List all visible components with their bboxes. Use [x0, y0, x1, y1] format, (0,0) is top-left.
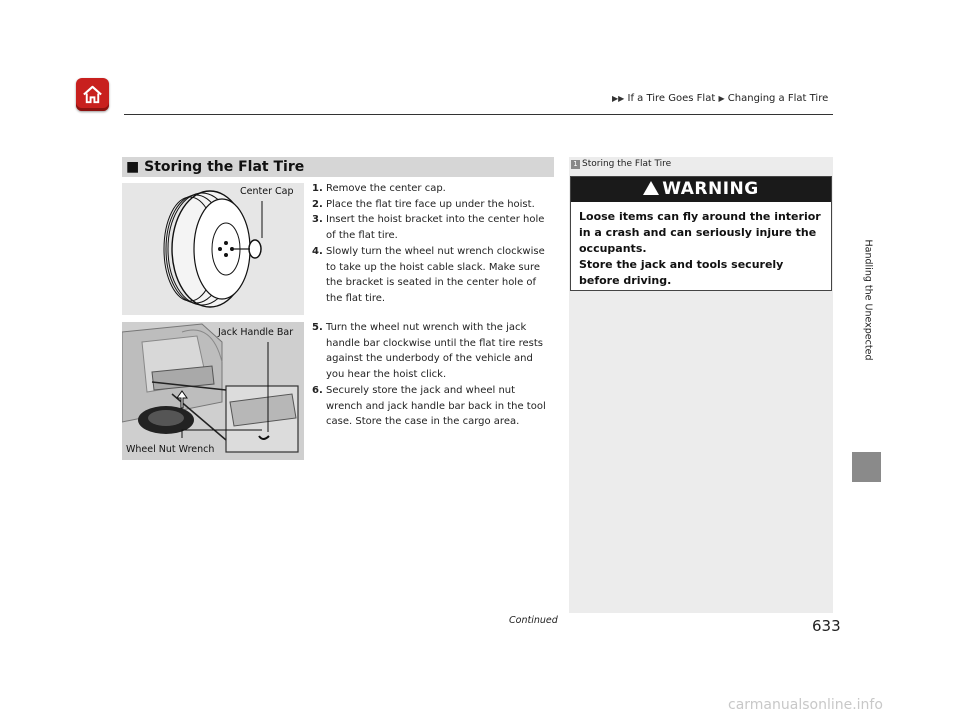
watermark-text: carmanualsonline.info — [728, 697, 883, 713]
breadcrumb-link-flat-tire[interactable]: If a Tire Goes Flat — [627, 93, 716, 104]
home-icon — [81, 83, 104, 106]
panel-ref-text: Storing the Flat Tire — [582, 159, 672, 169]
warning-box — [570, 176, 832, 291]
panel-ref-title[interactable] — [571, 159, 671, 169]
breadcrumb-current: Changing a Flat Tire — [727, 93, 829, 104]
step-item — [312, 383, 554, 430]
warning-text-2: Store the jack and tools securely before driving. — [579, 258, 784, 287]
callout-jack-handle-bar: Jack Handle Bar — [218, 327, 294, 338]
home-button[interactable] — [76, 78, 109, 111]
warning-header — [571, 177, 831, 202]
step-item — [312, 320, 554, 383]
warning-text-1: Loose items can fly around the interior in a crash and can seriously injure the occupants. — [579, 210, 821, 255]
header-rule — [124, 114, 833, 115]
side-tab-marker — [852, 452, 881, 482]
side-tab-label[interactable]: Handling the Unexpected — [862, 239, 874, 361]
figure-cargo-hoist — [122, 322, 304, 460]
section-header — [122, 157, 554, 177]
section-title: Storing the Flat Tire — [144, 159, 305, 175]
breadcrumb — [612, 93, 828, 104]
tire-illustration — [122, 183, 304, 315]
cargo-illustration — [122, 322, 304, 460]
breadcrumb-arrow-icon: ▶▶ — [612, 94, 625, 103]
step-text: Securely store the jack and wheel nut wrench and jack handle bar back in the tool case. Store the case in the cargo area. — [326, 384, 546, 428]
steps-group-1 — [312, 181, 554, 307]
callout-wheel-nut-wrench: Wheel Nut Wrench — [126, 444, 215, 455]
warning-triangle-icon — [643, 181, 659, 195]
step-text: Remove the center cap. — [326, 183, 446, 194]
continued-label: Continued — [509, 615, 558, 626]
step-number: 5. — [312, 322, 323, 333]
step-number: 3. — [312, 214, 323, 226]
warning-body — [571, 202, 831, 289]
step-text: Insert the hoist bracket into the center hole of the flat tire. — [326, 214, 545, 242]
warning-label: WARNING — [662, 179, 759, 199]
step-item — [312, 197, 554, 213]
figure-tire — [122, 183, 304, 315]
breadcrumb-arrow-icon: ▶ — [718, 94, 725, 103]
reference-icon: 1 — [571, 160, 580, 169]
step-item — [312, 212, 554, 243]
step-text: Slowly turn the wheel nut wrench clockwise to take up the hoist cable slack. Make sure the bracket is seated in the center hole of the flat tire. — [326, 245, 545, 304]
step-text: Turn the wheel nut wrench with the jack handle bar clockwise until the flat tire rests against the underbody of the vehicle and you hear the hoist click. — [326, 322, 543, 381]
section-square-icon: ■ — [126, 159, 140, 175]
step-number: 2. — [312, 198, 323, 210]
step-number: 1. — [312, 183, 323, 194]
step-item — [312, 181, 554, 197]
step-number: 6. — [312, 384, 323, 396]
step-number: 4. — [312, 245, 323, 257]
callout-center-cap: Center Cap — [240, 186, 294, 197]
step-text: Place the flat tire face up under the hoist. — [326, 198, 535, 210]
page-number: 633 — [812, 617, 841, 635]
step-item — [312, 244, 554, 307]
steps-group-2 — [312, 320, 554, 430]
